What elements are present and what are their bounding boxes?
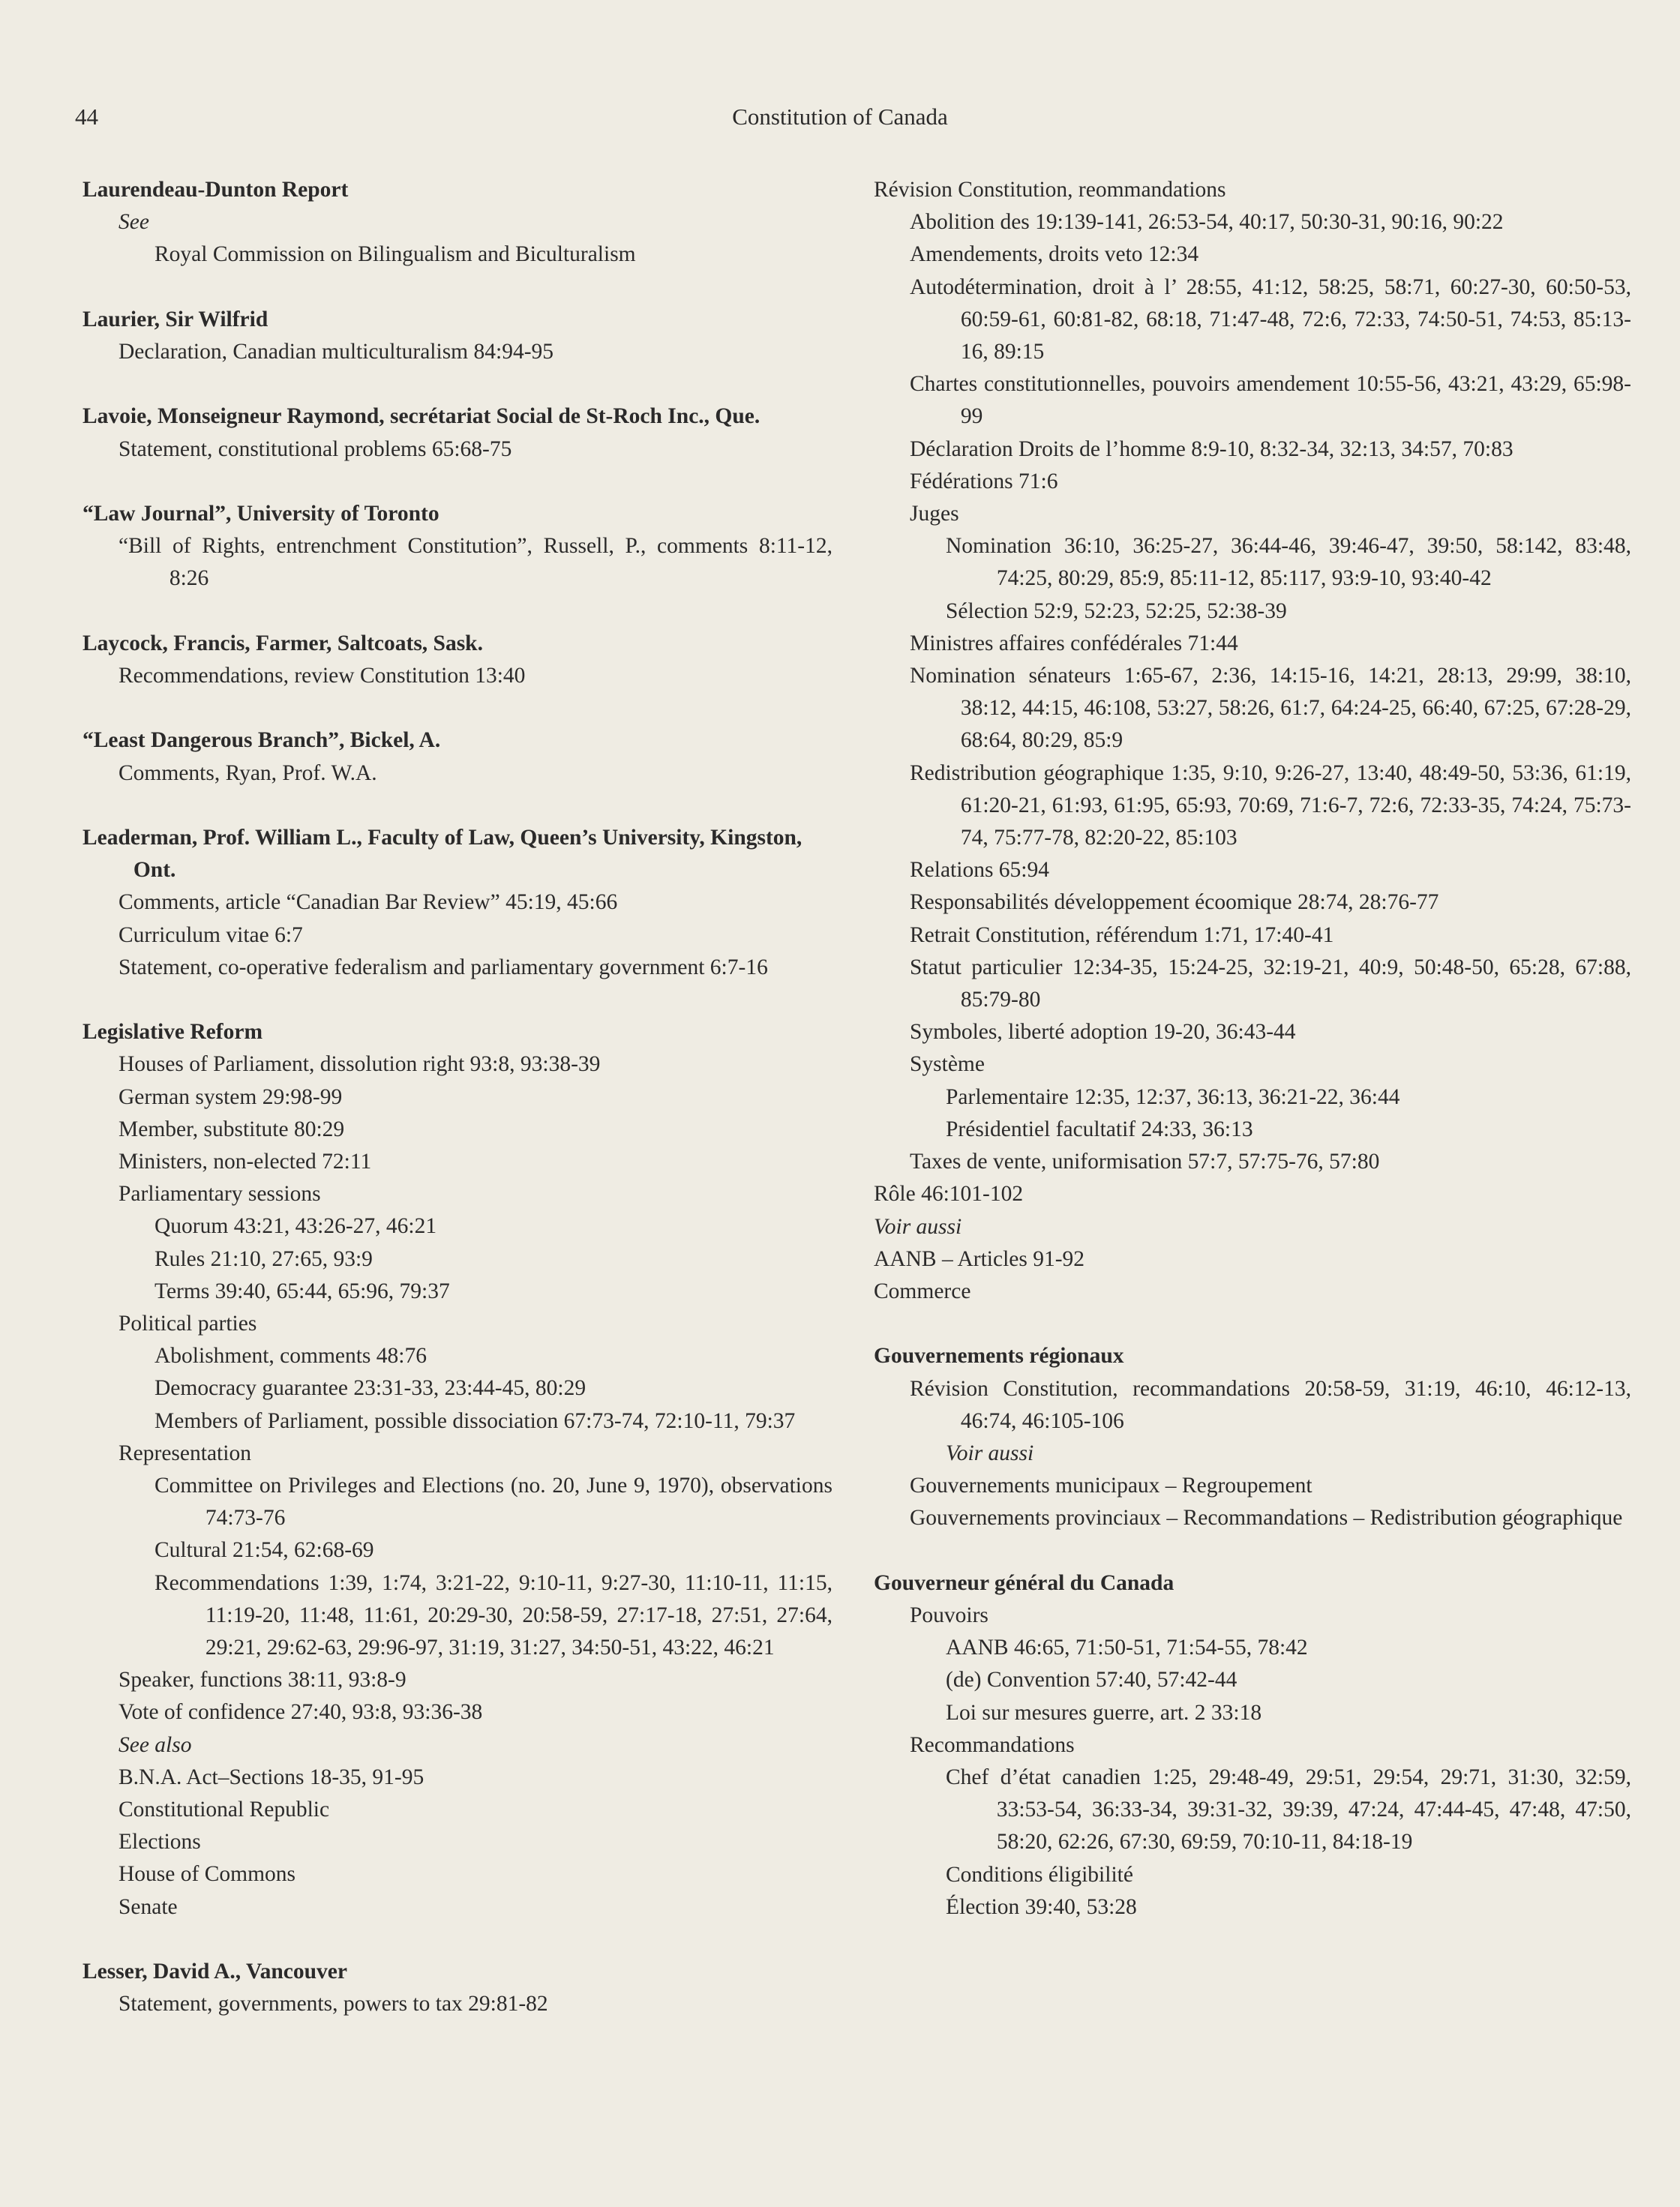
index-column-left (82, 174, 832, 2053)
subentry-line: Élection 39:40, 53:28 (946, 1894, 1137, 1919)
index-entry (82, 1956, 832, 2020)
entry-heading: Gouverneur général du Canada (874, 1570, 1174, 1595)
subentry-line: Parliamentary sessions (118, 1182, 321, 1207)
subentry-line: “Bill of Rights, entrenchment Constitution”, Russell, P., comments 8:11-12, 8:26 (118, 534, 832, 591)
subentry-line: Recommendations, review Constitution 13:40 (118, 663, 526, 688)
subentry-line: Loi sur mesures guerre, art. 2 33:18 (946, 1700, 1262, 1725)
subentry-line: Member, substitute 80:29 (118, 1117, 345, 1141)
subentry-line: Vote of confidence 27:40, 93:8, 93:36-38 (118, 1700, 483, 1725)
entry-heading: Laurendeau-Dunton Report (82, 178, 349, 202)
subentry-line: Terms 39:40, 65:44, 65:96, 79:37 (154, 1279, 450, 1303)
subentry-line: Members of Parliament, possible dissociation 67:73-74, 72:10-11, 79:37 (154, 1408, 796, 1433)
running-title: Constitution of Canada (732, 103, 948, 130)
subentry-line: Révision Constitution, recommandations 20:58-59, 31:19, 46:10, 46:12-13, 46:74, 46:105-106 (910, 1376, 1631, 1433)
cross-reference-label: See also (118, 1732, 192, 1757)
subentry-line: Juges (910, 502, 959, 526)
subentry-line: Gouvernements municipaux – Regroupement (910, 1474, 1312, 1498)
subentry-line: AANB 46:65, 71:50-51, 71:54-55, 78:42 (946, 1636, 1308, 1660)
subentry-line: Responsabilités développement écoomique 28:74, 28:76-77 (910, 890, 1439, 915)
subentry-line: Nomination sénateurs 1:65-67, 2:36, 14:15-16, 14:21, 28:13, 29:99, 38:10, 38:12, 44:15, 46:108, 53:27, 58:26, 61:7, 64:24-25, 66:40, 67:25, 67:28-29, 68:64, 80:29, 85:9 (910, 664, 1631, 753)
subentry-line: Royal Commission on Bilingualism and Biculturalism (154, 242, 636, 267)
subentry-line: Conditions éligibilité (946, 1862, 1133, 1887)
subentry-line: Redistribution géographique 1:35, 9:10, 9:26-27, 13:40, 48:49-50, 53:36, 61:19, 61:20-21, 61:93, 61:95, 65:93, 70:69, 71:6-7, 72:6, 72:33-35, 74:24, 75:73-74, 75:77-78, 82:20-22, 85:103 (910, 760, 1631, 850)
subentry-line: Statement, constitutional problems 65:68-75 (118, 436, 512, 461)
subentry-line: Rôle 46:101-102 (874, 1182, 1024, 1207)
subentry-line: Relations 65:94 (910, 858, 1050, 883)
subentry-line: Ministres affaires confédérales 71:44 (910, 631, 1238, 655)
subentry-line: Amendements, droits veto 12:34 (910, 242, 1199, 267)
entry-heading: Lesser, David A., Vancouver (82, 1960, 347, 1984)
entry-heading: Laurier, Sir Wilfrid (82, 307, 268, 331)
subentry-line: Statement, co-operative federalism and parliamentary government 6:7-16 (118, 955, 768, 979)
subentry-line: Autodétermination, droit à l’ 28:55, 41:12, 58:25, 58:71, 60:27-30, 60:50-53, 60:59-61, 60:81-82, 68:18, 71:47-48, 72:6, 72:33, 74:50-51, 74:53, 85:13-16, 89:15 (910, 274, 1631, 364)
entry-heading: Laycock, Francis, Farmer, Saltcoats, Sask. (82, 631, 483, 655)
subentry-line: House of Commons (118, 1862, 296, 1887)
subentry-line: Comments, Ryan, Prof. W.A. (118, 760, 377, 785)
subentry-line: Fédérations 71:6 (910, 469, 1058, 493)
entry-heading: “Least Dangerous Branch”, Bickel, A. (82, 728, 441, 753)
subentry-line: Committee on Privileges and Elections (no. 20, June 9, 1970), observations 74:73-76 (154, 1474, 832, 1531)
cross-reference-label: See (118, 210, 149, 235)
subentry-line: Recommendations 1:39, 1:74, 3:21-22, 9:10-11, 9:27-30, 11:10-11, 11:15, 11:19-20, 11:48, 11:61, 20:29-30, 20:58-59, 27:17-18, 27:51, 27:64, 29:21, 29:62-63, 29:96-97, 31:19, 31:27, 34:50-51, 43:22, 46:21 (154, 1570, 832, 1660)
subentry-line: Sélection 52:9, 52:23, 52:25, 52:38-39 (946, 598, 1287, 623)
cross-reference-label: Voir aussi (874, 1214, 962, 1239)
subentry-line: Cultural 21:54, 62:68-69 (154, 1538, 374, 1563)
subentry-line: Statement, governments, powers to tax 29:81-82 (118, 1992, 548, 2017)
subentry-line: Quorum 43:21, 43:26-27, 46:21 (154, 1214, 437, 1239)
index-entry (82, 724, 832, 789)
index-entry (874, 174, 1631, 1308)
index-entry (874, 1340, 1631, 1534)
index-entry (82, 400, 832, 465)
subentry-line: Système (910, 1052, 985, 1077)
subentry-line: German system 29:98-99 (118, 1084, 343, 1109)
entry-heading: “Law Journal”, University of Toronto (82, 501, 440, 526)
subentry-line: Rules 21:10, 27:65, 93:9 (154, 1246, 373, 1271)
index-entry (82, 174, 832, 271)
subentry-line: AANB – Articles 91-92 (874, 1246, 1085, 1271)
subentry-line: Speaker, functions 38:11, 93:8-9 (118, 1668, 406, 1693)
subentry-line: Gouvernements provinciaux – Recommandations – Redistribution géographique (910, 1506, 1623, 1531)
subentry-line: Chartes constitutionnelles, pouvoirs amendement 10:55-56, 43:21, 43:29, 65:98-99 (910, 372, 1631, 429)
subentry-line: Révision Constitution, reommandations (874, 178, 1226, 202)
cross-reference-label: Voir aussi (946, 1441, 1034, 1465)
subentry-line: Senate (118, 1894, 178, 1919)
index-entry (82, 304, 832, 368)
subentry-line: (de) Convention 57:40, 57:42-44 (946, 1668, 1238, 1693)
subentry-line: Symboles, liberté adoption 19-20, 36:43-44 (910, 1020, 1296, 1045)
subentry-line: Comments, article “Canadian Bar Review” 45:19, 45:66 (118, 890, 618, 915)
index-entry (82, 628, 832, 692)
subentry-line: Commerce (874, 1279, 971, 1303)
subentry-line: Ministers, non-elected 72:11 (118, 1149, 372, 1174)
subentry-line: Nomination 36:10, 36:25-27, 36:44-46, 39:46-47, 39:50, 58:142, 83:48, 74:25, 80:29, 85:9, 85:11-12, 85:117, 93:9-10, 93:40-42 (946, 534, 1631, 591)
entry-heading: Legislative Reform (82, 1020, 263, 1045)
subentry-line: Recommandations (910, 1732, 1075, 1757)
index-entry (82, 1016, 832, 1924)
subentry-line: Pouvoirs (910, 1603, 988, 1627)
index-entry (874, 1567, 1631, 1924)
entry-heading: Lavoie, Monseigneur Raymond, secrétariat Social de St-Roch Inc., Que. (82, 404, 760, 429)
subentry-line: Chef d’état canadien 1:25, 29:48-49, 29:51, 29:54, 29:71, 31:30, 32:59, 33:53-54, 36:33-34, 39:31-32, 39:39, 47:24, 47:44-45, 47:48, 47:50, 58:20, 62:26, 67:30, 69:59, 70:10-11, 84:18-19 (946, 1765, 1631, 1855)
subentry-line: Retrait Constitution, référendum 1:71, 17:40-41 (910, 922, 1334, 947)
subentry-line: Curriculum vitae 6:7 (118, 922, 303, 947)
page-number: 44 (75, 103, 98, 130)
subentry-line: Déclaration Droits de l’homme 8:9-10, 8:32-34, 32:13, 34:57, 70:83 (910, 436, 1514, 461)
subentry-line: B.N.A. Act–Sections 18-35, 91-95 (118, 1765, 424, 1789)
subentry-line: Parlementaire 12:35, 12:37, 36:13, 36:21-22, 36:44 (946, 1084, 1400, 1109)
subentry-line: Présidentiel facultatif 24:33, 36:13 (946, 1117, 1253, 1141)
subentry-line: Abolition des 19:139-141, 26:53-54, 40:17, 50:30-31, 90:16, 90:22 (910, 210, 1504, 235)
subentry-line: Representation (118, 1441, 251, 1465)
subentry-line: Declaration, Canadian multiculturalism 84:94-95 (118, 340, 554, 364)
subentry-line: Abolishment, comments 48:76 (154, 1344, 427, 1369)
index-column-right (874, 174, 1631, 1956)
entry-heading: Gouvernements régionaux (874, 1344, 1124, 1369)
subentry-line: Statut particulier 12:34-35, 15:24-25, 32:19-21, 40:9, 50:48-50, 65:28, 67:88, 85:79-80 (910, 955, 1631, 1012)
index-entry (82, 498, 832, 595)
subentry-line: Elections (118, 1830, 201, 1855)
subentry-line: Houses of Parliament, dissolution right 93:8, 93:38-39 (118, 1052, 601, 1077)
subentry-line: Democracy guarantee 23:31-33, 23:44-45, 80:29 (154, 1376, 586, 1401)
subentry-line: Taxes de vente, uniformisation 57:7, 57:75-76, 57:80 (910, 1150, 1380, 1174)
subentry-line: Constitutional Republic (118, 1798, 330, 1822)
index-entry (82, 822, 832, 984)
subentry-line: Political parties (118, 1312, 257, 1336)
entry-heading: Leaderman, Prof. William L., Faculty of Law, Queen’s University, Kingston, Ont. (82, 825, 802, 883)
page-header (0, 0, 1680, 150)
